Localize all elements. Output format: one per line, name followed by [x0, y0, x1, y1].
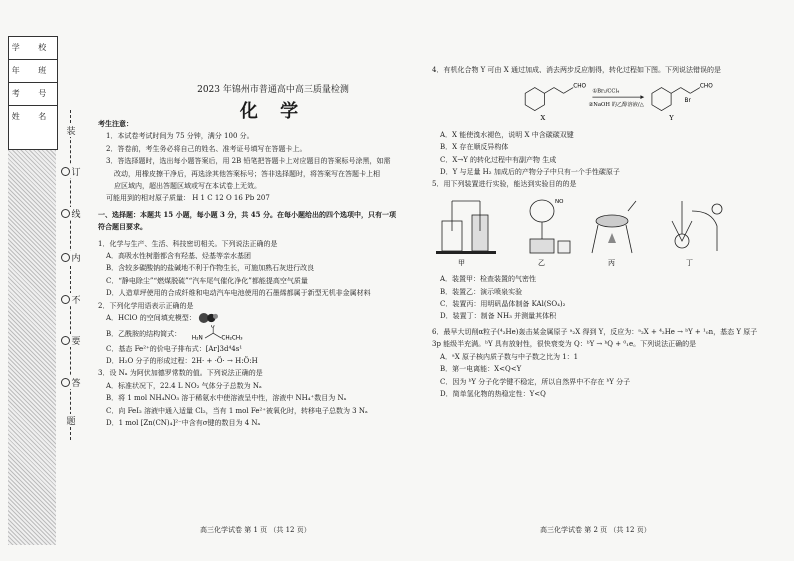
question-3	[98, 367, 418, 429]
note-item: 应区域内，超出答题区域或写在本试卷上无效。	[114, 182, 261, 191]
question-5	[432, 178, 782, 322]
note-item: 1．本试卷考试时间为 75 分钟，满分 100 分。	[106, 132, 254, 141]
info-exam-number: 考 号	[9, 83, 57, 106]
binding-mark: 题	[60, 414, 82, 427]
option-c: C．因为 ᵇY 分子化学键不稳定，所以自然界中不存在 ᵇY 分子	[440, 377, 631, 386]
option-d: D．简单氢化物的热稳定性：Y<Q	[440, 389, 546, 398]
y-label: Y	[669, 114, 674, 123]
note-item: 3．答选择题时，选出每小题答案后，用 2B 铅笔把答题卡上对应题目的答案标号涂黑，如需	[106, 157, 391, 166]
info-class: 年 班	[9, 60, 57, 83]
option-c: C．向 FeI₂ 溶液中通入适量 Cl₂，当有 1 mol Fe²⁺被氧化时，转移电子总数为 3 Nₐ	[106, 406, 368, 415]
option-a: A．HClO 的空间填充模型：	[98, 312, 418, 324]
question-stem: 1．化学与生产、生活、科技密切相关。下列说法正确的是	[98, 239, 278, 248]
notes-title: 考生注意：	[98, 119, 133, 128]
question-stem: 2．下列化学用语表示正确的是	[98, 301, 194, 310]
question-stem: 4．有机化合物 Y 可由 X 通过加成、消去两步反应制得，转化过程如下图。下列说法错误的是	[432, 66, 721, 74]
question-stem: 5．用下列装置进行实验，能达到实验目的的是	[432, 180, 577, 189]
right-column	[432, 64, 782, 400]
option-b: B．乙酰胺的结构简式： H₂N O CH₂CH₃	[98, 325, 418, 343]
hatched-margin	[8, 150, 56, 545]
binding-mark: 答	[60, 376, 82, 389]
option-a: A．标准状况下，22.4 L NO₂ 气体分子总数为 Nₐ	[106, 381, 262, 390]
svg-text:H₂N: H₂N	[192, 335, 204, 342]
question-stem-cont: 3p 能级半充满。ᵇY 具有放射性，很快衰变为 Q：ᵇY → ᵇQ + ⁰₁e。下列说法正确的是	[432, 340, 697, 349]
note-item: 改动，用橡皮擦干净后，再选涂其他答案标号；答非选择题时，将答案写在答题卡上相	[114, 169, 380, 178]
student-info-box	[8, 36, 58, 150]
question-2	[98, 300, 418, 368]
option-b: B．含较多碳酸钠的盐碱地不利于作物生长，可施加熟石灰进行改良	[106, 264, 315, 273]
section-title-cont: 符合题目要求。	[98, 222, 147, 232]
svg-text:NO: NO	[555, 198, 564, 205]
svg-text:CHO: CHO	[699, 83, 713, 90]
option-c: C．基态 Fe²⁺的价电子排布式：[Ar]3d⁴4s¹	[106, 344, 243, 353]
option-d: D．装置丁：制备 NH₃ 并测量其体积	[440, 312, 557, 321]
binding-mark: 订	[60, 165, 82, 178]
apparatus-label-bing: 丙	[608, 258, 615, 267]
option-c: C．“静电除尘”“燃煤脱硫”“汽车尾气催化净化”都能提高空气质量	[106, 276, 308, 285]
x-label: X	[540, 114, 546, 123]
subject-title: 化 学	[239, 101, 307, 122]
svg-text:O: O	[211, 324, 215, 329]
option-a: A．高吸水性树脂都含有羟基、烃基等亲水基团	[106, 252, 252, 261]
binding-line	[70, 110, 71, 440]
option-d: D．1 mol [Zn(CN)₄]²⁻中含有σ键的数目为 4 Nₐ	[106, 418, 261, 427]
section-title: 一、选择题：本题共 15 小题，每小题 3 分，共 45 分。在每小题给出的四个选项中，只有一项	[98, 209, 396, 219]
svg-text:Br: Br	[684, 98, 691, 105]
page-footer-right: 高三化学试卷 第 2 页 （共 12 页）	[540, 526, 651, 534]
page-footer-left: 高三化学试卷 第 1 页 （共 12 页）	[200, 526, 311, 534]
acetamide-structure	[183, 325, 263, 343]
option-d: D．人造草坪使用的合成纤维和电动汽车电池使用的石墨烯都属于新型无机非金属材料	[106, 289, 371, 298]
option-b: B．X 存在顺反异构体	[440, 143, 509, 152]
question-6	[432, 326, 782, 400]
apparatus-label-yi: 乙	[538, 258, 545, 267]
apparatus-label-ding: 丁	[686, 258, 693, 267]
note-item: 2．答卷前，考生务必将自己的姓名、准考证号填写在答题卡上。	[106, 144, 307, 153]
binding-mark: 不	[60, 293, 82, 306]
option-a: A．装置甲：检查装置的气密性	[440, 275, 537, 284]
option-b: B．将 1 mol NH₄NO₃ 溶于稀氨水中使溶液呈中性，溶液中 NH₄⁺数目为 Nₐ	[106, 394, 347, 403]
question-4	[432, 64, 782, 178]
option-a: A．X 能使溴水褪色，说明 X 中含碳碳双键	[440, 130, 574, 139]
option-a: A．ᵃX 原子核内质子数与中子数之比为 1：1	[440, 352, 579, 361]
svg-text:CH₂CH₃: CH₂CH₃	[221, 335, 243, 342]
question-1	[98, 238, 418, 300]
apparatus-label-jia: 甲	[458, 258, 465, 267]
info-school: 学 校	[9, 37, 57, 60]
binding-mark: 装	[60, 124, 82, 137]
reagent-1: ①Br₂/CCl₄	[592, 88, 620, 95]
option-b: B．装置乙：演示喷泉实验	[440, 287, 523, 296]
option-c: C．X→Y 的转化过程中有副产物 生成	[440, 155, 557, 164]
apparatus-figures	[432, 191, 732, 269]
question-stem: 3．设 Nₐ 为阿伏加德罗常数的值。下列说法正确的是	[98, 369, 263, 378]
binding-mark: 内	[60, 251, 82, 264]
option-b: B．第一电离能：X<Q<Y	[440, 365, 522, 374]
option-c: C．装置丙：用明矾晶体制备 KAl(SO₄)₂	[440, 300, 566, 309]
option-d: D．H₂O 分子的形成过程：2H· + ·Ö· → H:Ö:H	[106, 356, 258, 365]
atomic-masses: 可能用到的相对原子质量： H 1 C 12 O 16 Pb 207	[106, 194, 270, 203]
left-column	[98, 118, 418, 429]
binding-mark: 要	[60, 334, 82, 347]
info-name: 姓 名	[11, 112, 55, 121]
reagent-2: ②NaOH 的乙醇溶液/△	[588, 102, 644, 109]
option-d: D．Y 与足量 H₂ 加成后的产物分子中只有一个手性碳原子	[440, 168, 620, 177]
hclo-space-filling-model	[198, 312, 218, 324]
svg-text:CHO: CHO	[573, 83, 587, 90]
binding-mark: 线	[60, 207, 82, 220]
exam-title: 2023 年锦州市普通高中高三质量检测	[197, 85, 349, 95]
reaction-scheme	[432, 76, 772, 124]
question-stem: 6．最早大切削α粒子(⁴₂He)轰击某金属原子 ᵃ₂X 得到 Y，反应为：ᵃ₂X + ⁴₂He → ᵇY + ¹₀n，基态 Y 原子	[432, 327, 758, 336]
